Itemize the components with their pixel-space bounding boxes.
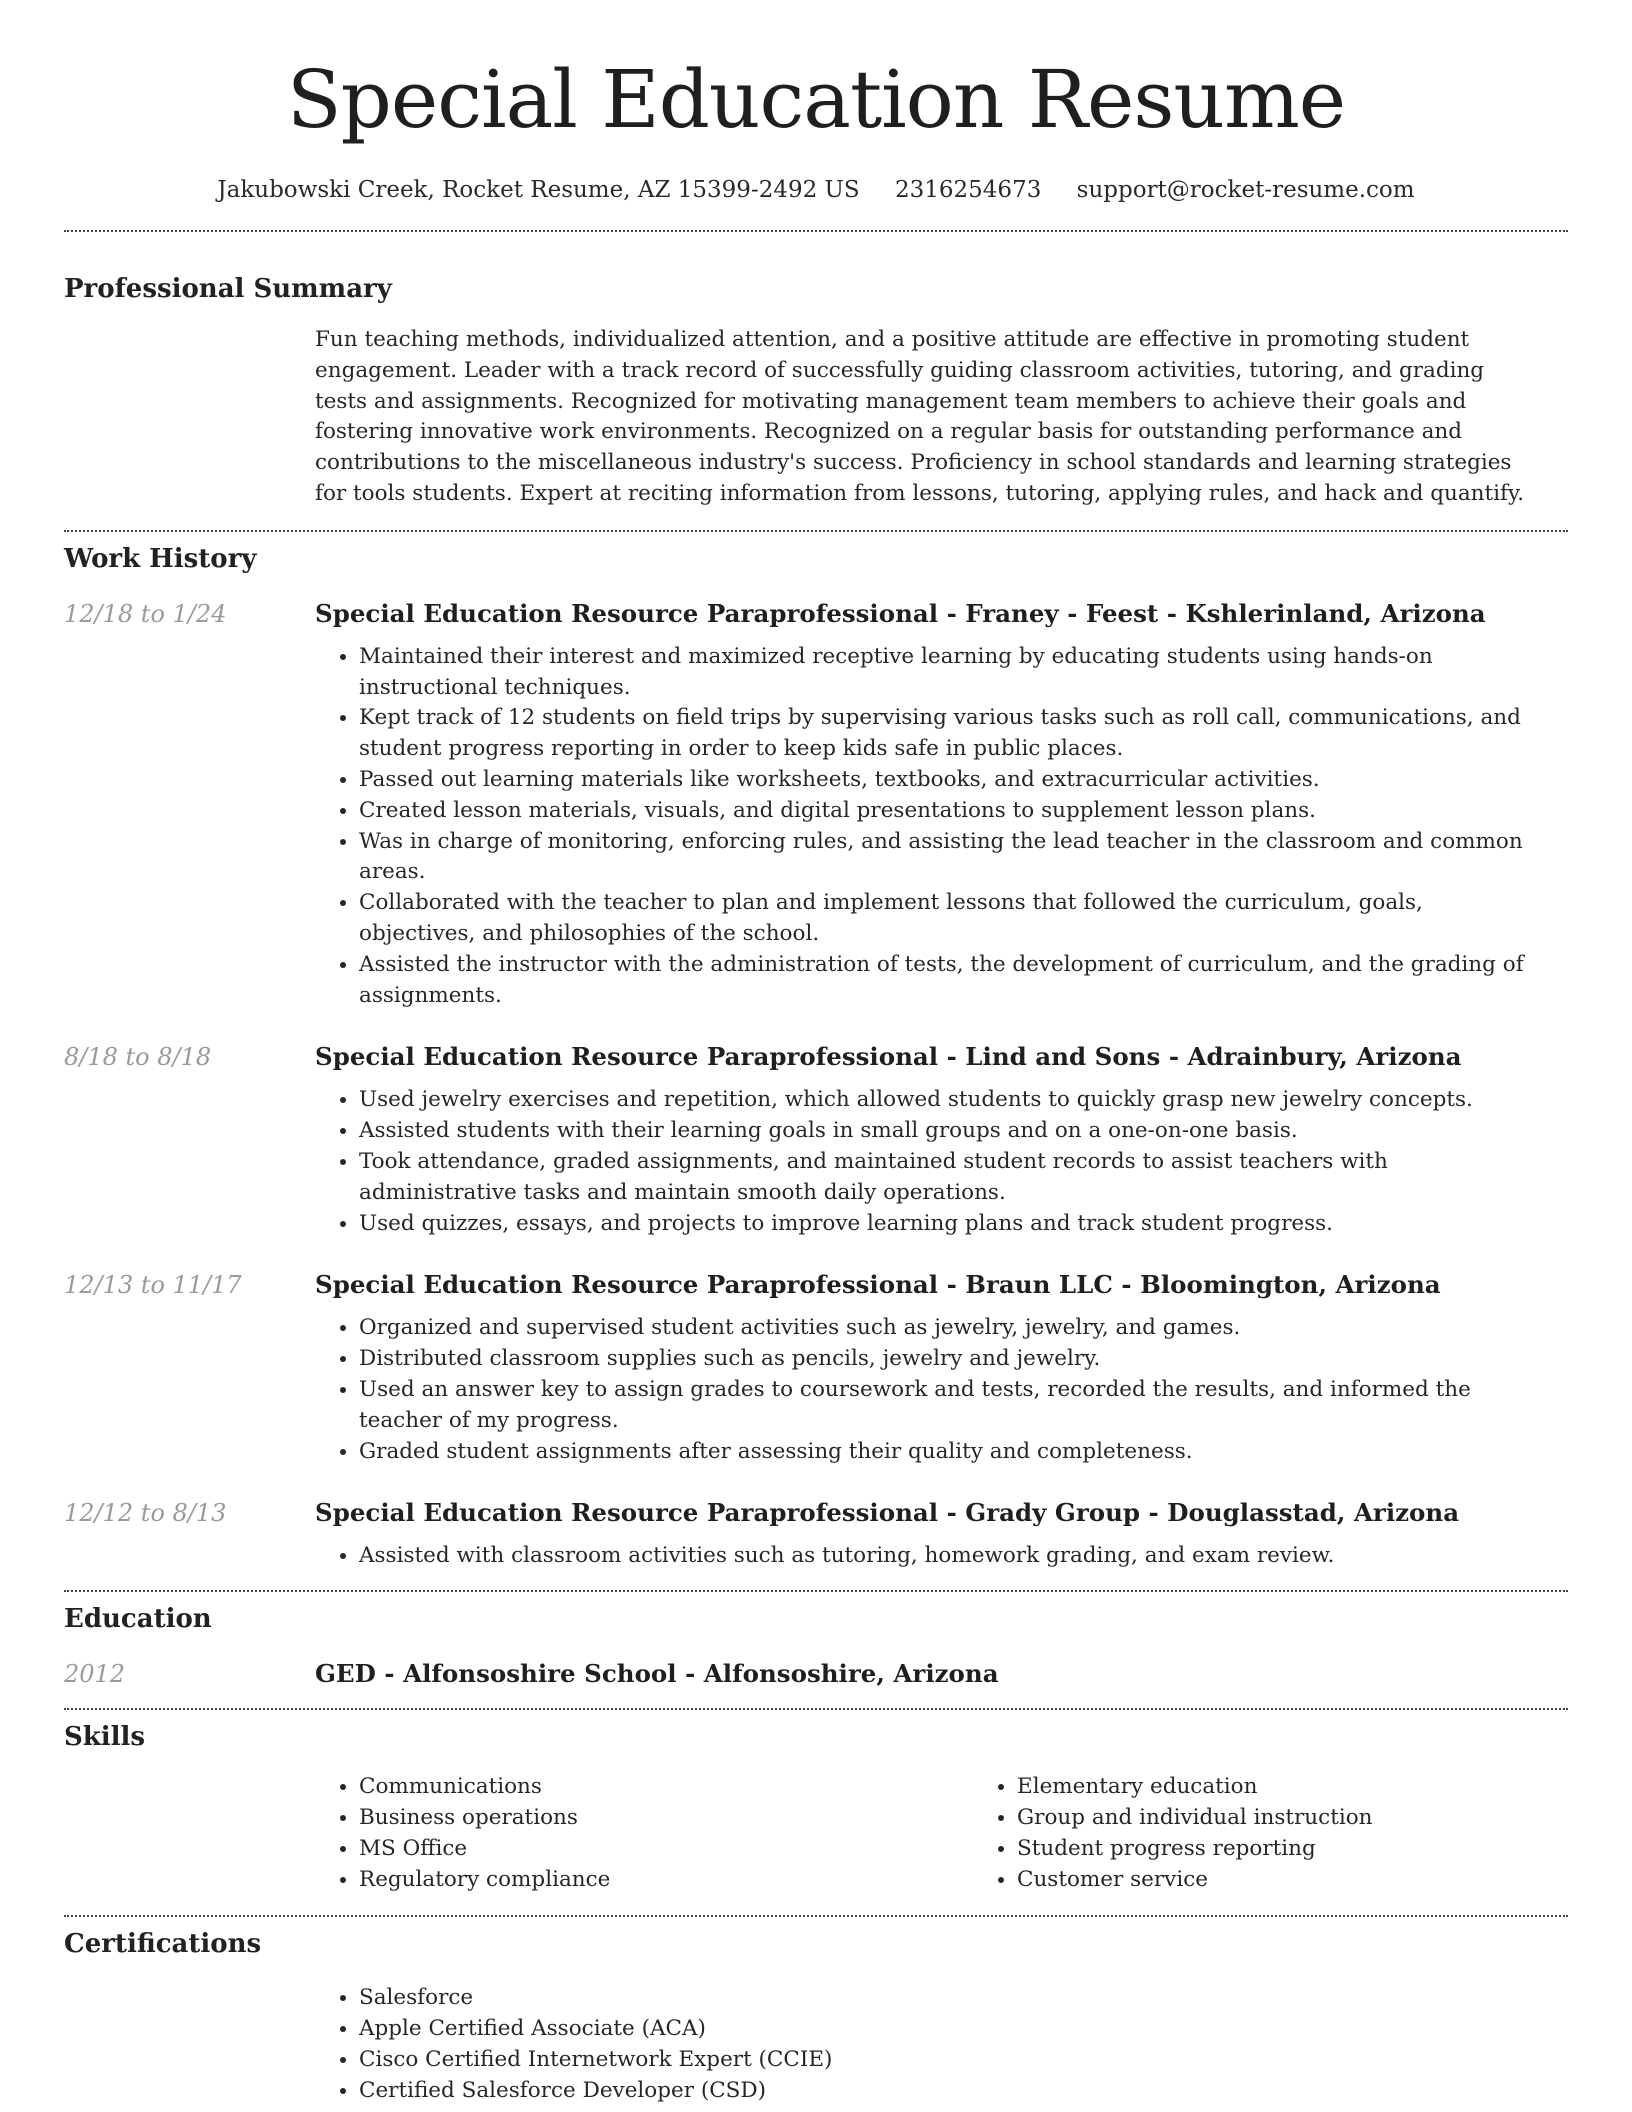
job-title: Special Education Resource Paraprofessional - Lind and Sons - Adrainbury, Arizona xyxy=(315,1042,1462,1072)
contact-address: Jakubowski Creek, Rocket Resume, AZ 15399-2492 US xyxy=(217,177,860,203)
skills-list-left xyxy=(315,1772,973,1895)
contact-line xyxy=(64,174,1568,206)
job-bullets xyxy=(315,642,1568,1012)
list-item: • Used jewelry exercises and repetition, which allowed students to quickly grasp new jewelry concepts. xyxy=(359,1085,1568,1116)
skill-item: • Customer service xyxy=(1017,1865,1631,1896)
skills-list-right xyxy=(973,1772,1631,1895)
list-item: • Took attendance, graded assignments, and maintained student records to assist teachers with administrative tasks and maintain smooth daily operations. xyxy=(359,1147,1568,1209)
job-dates: 8/18 to 8/18 xyxy=(64,1043,212,1072)
list-item: • Assisted with classroom activities such as tutoring, homework grading, and exam review. xyxy=(359,1541,1568,1572)
divider xyxy=(64,1590,1568,1592)
job-entry xyxy=(64,1497,1568,1572)
job-title: Special Education Resource Paraprofessional - Franey - Feest - Kshlerinland, Arizona xyxy=(315,598,1486,628)
job-dates: 12/18 to 1/24 xyxy=(64,599,227,628)
section-title-work-history: Work History xyxy=(64,543,257,574)
summary-text: Fun teaching methods, individualized attention, and a positive attitude are effective in promoting student engagement. Leader with a track record of successfully guiding classroom activities, tutoring, and grading tests and assignments. Recognized for motivating management team members to achieve their goals and fostering innovative work environments. Recognized on a regular basis for outstanding performance and contributions to the miscellaneous industry's success. Proficiency in school standards and learning strategies for tools students. Expert at reciting information from lessons, tutoring, applying rules, and hack and quantify. xyxy=(315,327,1525,506)
certification-item: • Cisco Certified Internetwork Expert (CCIE) xyxy=(359,2045,1568,2076)
section-title-summary: Professional Summary xyxy=(64,274,392,304)
list-item: • Distributed classroom supplies such as pencils, jewelry and jewelry. xyxy=(359,1344,1568,1375)
resume-page xyxy=(64,0,1568,2106)
certification-item: • Certified Salesforce Developer (CSD) xyxy=(359,2076,1568,2107)
job-title: Special Education Resource Paraprofessional - Grady Group - Douglasstad, Arizona xyxy=(315,1498,1460,1528)
summary-row xyxy=(64,325,1568,510)
job-dates: 12/12 to 8/13 xyxy=(64,1499,227,1528)
skill-item: • MS Office xyxy=(359,1834,973,1865)
list-item: • Created lesson materials, visuals, and digital presentations to supplement lesson plans. xyxy=(359,796,1568,827)
list-item: • Maintained their interest and maximized receptive learning by educating students using hands-on instructional techniques. xyxy=(359,642,1568,704)
certification-item: • Salesforce xyxy=(359,1983,1568,2014)
skill-item: • Regulatory compliance xyxy=(359,1865,973,1896)
certifications-row xyxy=(64,1983,1568,2106)
contact-email: support@rocket-resume.com xyxy=(1076,177,1415,203)
skill-item: • Business operations xyxy=(359,1803,973,1834)
certification-item: • Apple Certified Associate (ACA) xyxy=(359,2014,1568,2045)
skill-item: • Communications xyxy=(359,1772,973,1803)
list-item: • Organized and supervised student activities such as jewelry, jewelry, and games. xyxy=(359,1313,1568,1344)
job-bullets xyxy=(315,1085,1568,1239)
list-item: • Was in charge of monitoring, enforcing rules, and assisting the lead teacher in the classroom and common areas. xyxy=(359,827,1568,889)
education-entry xyxy=(64,1658,1568,1690)
certifications-list xyxy=(315,1983,1568,2106)
list-item: • Used an answer key to assign grades to coursework and tests, recorded the results, and informed the teacher of my progress. xyxy=(359,1375,1568,1437)
job-title: Special Education Resource Paraprofessional - Braun LLC - Bloomington, Arizona xyxy=(315,1270,1441,1300)
divider xyxy=(64,1708,1568,1710)
job-entry xyxy=(64,598,1568,1012)
list-item: • Assisted students with their learning goals in small groups and on a one-on-one basis. xyxy=(359,1116,1568,1147)
job-bullets xyxy=(315,1541,1568,1572)
divider xyxy=(64,1915,1568,1917)
divider xyxy=(64,530,1568,532)
resume-title: Special Education Resume xyxy=(286,53,1346,146)
skills-row xyxy=(64,1772,1568,1895)
list-item: • Kept track of 12 students on field trips by supervising various tasks such as roll call, communications, and student progress reporting in order to keep kids safe in public places. xyxy=(359,703,1568,765)
contact-phone: 2316254673 xyxy=(895,177,1042,203)
list-item: • Passed out learning materials like worksheets, textbooks, and extracurricular activities. xyxy=(359,765,1568,796)
section-title-certifications: Certifications xyxy=(64,1929,262,1960)
list-item: • Collaborated with the teacher to plan and implement lessons that followed the curriculum, goals, objectives, and philosophies of the school. xyxy=(359,888,1568,950)
job-bullets xyxy=(315,1313,1568,1467)
job-entry xyxy=(64,1041,1568,1239)
divider xyxy=(64,230,1568,232)
list-item: • Graded student assignments after assessing their quality and completeness. xyxy=(359,1437,1568,1468)
education-degree: GED - Alfonsoshire School - Alfonsoshire, Arizona xyxy=(315,1659,999,1689)
job-entry xyxy=(64,1269,1568,1467)
list-item: • Assisted the instructor with the administration of tests, the development of curriculum, and the grading of assignments. xyxy=(359,950,1568,1012)
section-title-education: Education xyxy=(64,1604,212,1635)
skill-item: • Elementary education xyxy=(1017,1772,1631,1803)
job-dates: 12/13 to 11/17 xyxy=(64,1271,242,1300)
list-item: • Used quizzes, essays, and projects to improve learning plans and track student progress. xyxy=(359,1209,1568,1240)
section-title-skills: Skills xyxy=(64,1722,146,1753)
education-year: 2012 xyxy=(64,1660,126,1689)
skill-item: • Group and individual instruction xyxy=(1017,1803,1631,1834)
skill-item: • Student progress reporting xyxy=(1017,1834,1631,1865)
